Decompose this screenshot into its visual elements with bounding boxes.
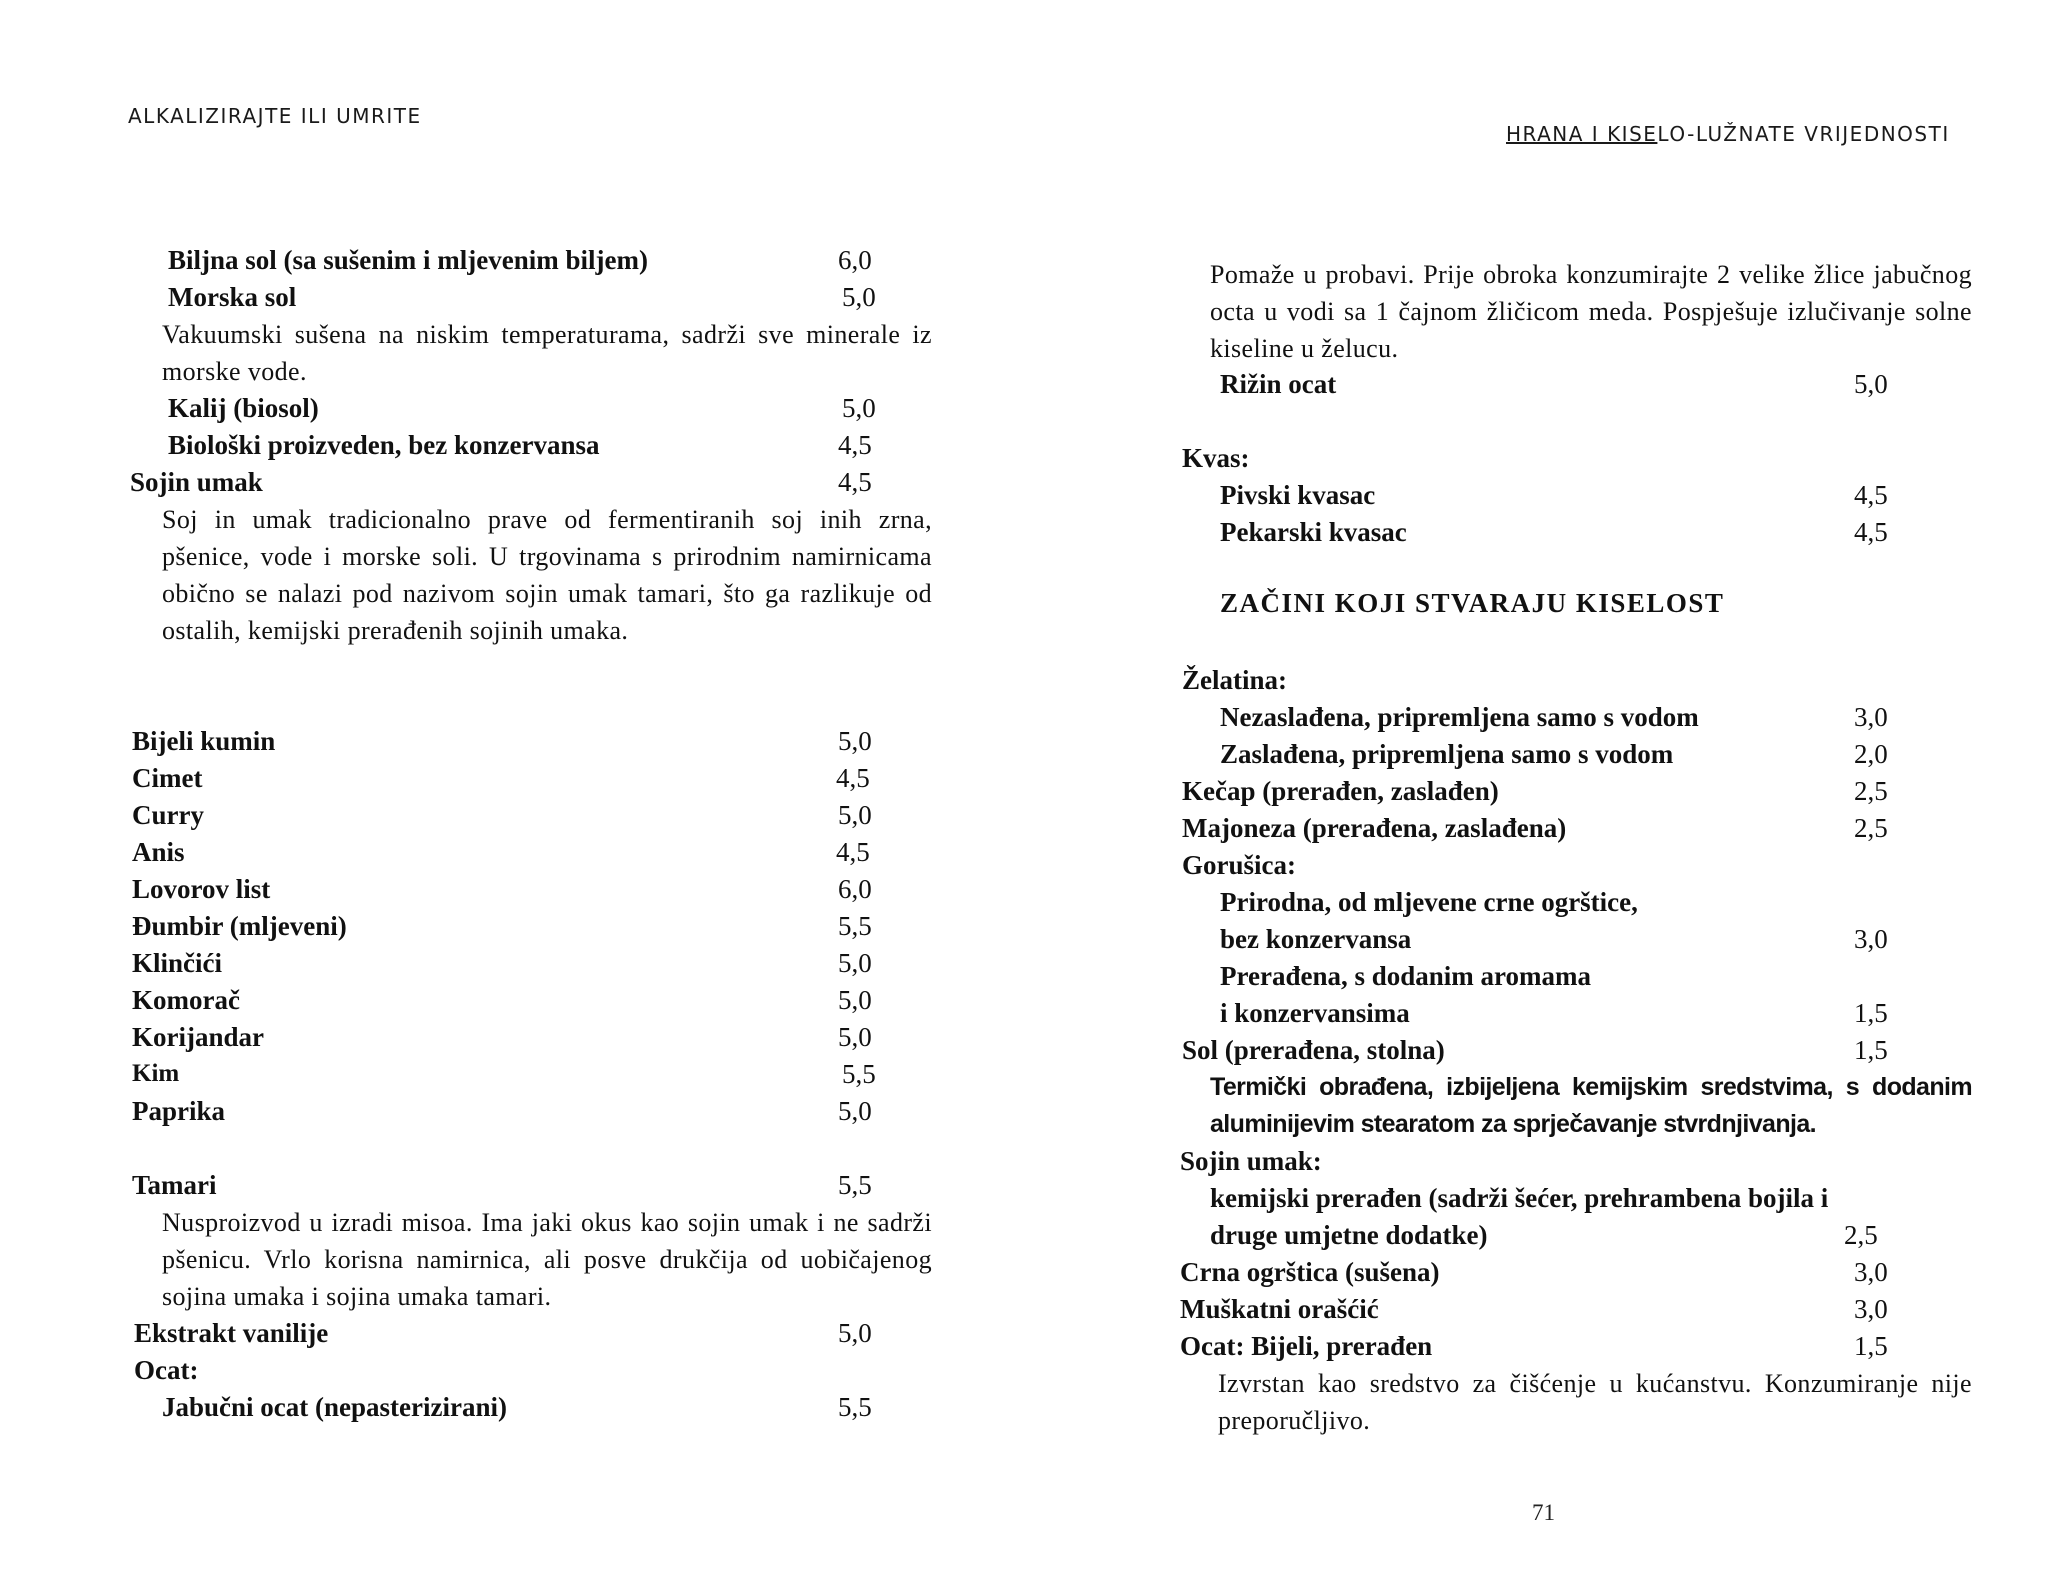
- entry-value: 5,0: [1854, 369, 1888, 399]
- entry-label: Prirodna, od mljevene crne ogrštice,: [1220, 887, 1638, 917]
- entry-label: Đumbir (mljeveni): [132, 911, 347, 941]
- entry-label: Želatina:: [1182, 665, 1287, 695]
- entry-label: Zaslađena, pripremljena samo s vodom: [1220, 739, 1674, 769]
- entry-label: Gorušica:: [1182, 850, 1296, 880]
- entry-label: Anis: [132, 837, 185, 867]
- note-paragraph: Pomaže u probavi. Prije obroka konzumirajte 2 velike žlice jabučnog octa u vodi sa 1 čajnom žličicom meda. Pospješuje izlučivanje solne kiseline u želucu.: [1210, 260, 1972, 363]
- entry-value: 5,5: [838, 1170, 872, 1200]
- entry-value: 4,5: [1854, 480, 1888, 510]
- entry-label: Muškatni orašćić: [1180, 1294, 1379, 1324]
- note-paragraph: Izvrstan kao sredstvo za čišćenje u kućanstvu. Konzumiranje nije preporučljivo.: [1218, 1369, 1972, 1435]
- entry-label: i konzervansima: [1220, 998, 1410, 1028]
- entry-label: Majoneza (prerađena, zaslađena): [1182, 813, 1567, 843]
- entry-value: 2,5: [1844, 1220, 1878, 1250]
- header-rest: LO-LUŽNATE VRIJEDNOSTI: [1657, 122, 1950, 146]
- entry-label: Korijandar: [132, 1022, 264, 1052]
- entry-value: 6,0: [838, 874, 872, 904]
- running-header-right: [1506, 122, 1950, 146]
- entry-value: 4,5: [836, 763, 870, 793]
- entry-label: Klinčići: [132, 948, 222, 978]
- entry-label: Nezaslađena, pripremljena samo s vodom: [1220, 702, 1699, 732]
- entry-value: 5,0: [838, 985, 872, 1015]
- entry-value: 4,5: [838, 430, 872, 460]
- entry-value: 3,0: [1854, 1257, 1888, 1287]
- entry-label: Prerađena, s dodanim aromama: [1220, 961, 1591, 991]
- entry-value: 5,0: [838, 948, 872, 978]
- entry-value: 5,5: [842, 1059, 876, 1089]
- entry-label: Paprika: [132, 1096, 226, 1126]
- entry-value: 1,5: [1854, 1035, 1888, 1065]
- entry-label: Ekstrakt vanilije: [134, 1318, 329, 1348]
- entry-label: Kvas:: [1182, 443, 1250, 473]
- running-header-left: ALKALIZIRAJTE ILI UMRITE: [128, 104, 422, 128]
- entry-value: 3,0: [1854, 1294, 1888, 1324]
- entry-label: bez konzervansa: [1220, 924, 1412, 954]
- entry-value: 6,0: [838, 245, 872, 275]
- entry-label: Komorač: [132, 985, 240, 1015]
- entry-label: Kečap (prerađen, zaslađen): [1182, 776, 1499, 806]
- entry-value: 5,5: [838, 911, 872, 941]
- entry-label: Bijeli kumin: [132, 726, 276, 756]
- page-number: 71: [1532, 1500, 1555, 1525]
- note-paragraph-bold: Termički obrađena, izbijeljena kemijskim sredstvima, s dodanim aluminijevim stearatom za sprječavanje stvrdnjivanja.: [1210, 1073, 1972, 1138]
- entry-value: 2,5: [1854, 776, 1888, 806]
- section-heading: ZAČINI KOJI STVARAJU KISELOST: [1220, 588, 1725, 618]
- note-paragraph: Nusproizvod u izradi misoa. Ima jaki okus kao sojin umak i ne sadrži pšenicu. Vrlo korisna namirnica, ali posve drukčija od uobičajenog sojina umaka i sojina umaka tamari.: [162, 1208, 932, 1311]
- entry-value: 5,5: [838, 1392, 872, 1422]
- entry-label: Cimet: [132, 763, 203, 793]
- entry-label: Sojin umak:: [1180, 1146, 1322, 1176]
- entry-value: 5,0: [838, 1096, 872, 1126]
- entry-value: 5,0: [838, 1318, 872, 1348]
- entry-label: Ocat:: [134, 1355, 199, 1385]
- entry-value: 5,0: [838, 1022, 872, 1052]
- entry-label: Kim: [132, 1060, 180, 1087]
- entry-label: Lovorov list: [132, 874, 271, 904]
- entry-label: Pekarski kvasac: [1220, 517, 1407, 547]
- entry-label: Jabučni ocat (nepasterizirani): [162, 1392, 507, 1422]
- entry-value: 3,0: [1854, 924, 1888, 954]
- entry-value: 1,5: [1854, 998, 1888, 1028]
- entry-value: 4,5: [1854, 517, 1888, 547]
- entry-label: kemijski prerađen (sadrži šećer, prehrambena bojila i: [1210, 1183, 1829, 1213]
- note-paragraph: Vakuumski sušena na niskim temperaturama, sadrži sve minerale iz morske vode.: [162, 320, 932, 386]
- entry-value: 5,0: [842, 282, 876, 312]
- entry-value: 5,0: [838, 726, 872, 756]
- entry-value: 5,0: [842, 393, 876, 423]
- entry-label: druge umjetne dodatke): [1210, 1220, 1488, 1250]
- entry-value: 4,5: [838, 467, 872, 497]
- entry-value: 3,0: [1854, 702, 1888, 732]
- note-paragraph: Soj in umak tradicionalno prave od fermentiranih soj inih zrna, pšenice, vode i morske soli. U trgovinama s prirodnim namirnicama obično se nalazi pod nazivom sojin umak tamari, što ga razlikuje od ostalih, kemijski prerađenih sojinih umaka.: [162, 505, 932, 645]
- entry-label: Morska sol: [168, 282, 297, 312]
- entry-label: Rižin ocat: [1220, 369, 1337, 399]
- entry-label: Tamari: [132, 1170, 217, 1200]
- entry-label: Ocat: Bijeli, prerađen: [1180, 1331, 1433, 1361]
- entry-value: 4,5: [836, 837, 870, 867]
- entry-label: Crna ogrštica (sušena): [1180, 1257, 1440, 1287]
- entry-value: 2,5: [1854, 813, 1888, 843]
- entry-label: Biljna sol (sa sušenim i mljevenim biljem): [168, 245, 648, 275]
- entry-label: Biološki proizveden, bez konzervansa: [168, 430, 600, 460]
- entry-label: Kalij (biosol): [168, 393, 319, 423]
- entry-label: Pivski kvasac: [1220, 480, 1376, 510]
- entry-value: 1,5: [1854, 1331, 1888, 1361]
- entry-label: Curry: [132, 800, 204, 830]
- header-underlined-part: HRANA I KISE: [1506, 122, 1658, 146]
- entry-value: 2,0: [1854, 739, 1888, 769]
- entry-label: Sojin umak: [130, 467, 263, 497]
- entry-value: 5,0: [838, 800, 872, 830]
- entry-label: Sol (prerađena, stolna): [1182, 1035, 1445, 1065]
